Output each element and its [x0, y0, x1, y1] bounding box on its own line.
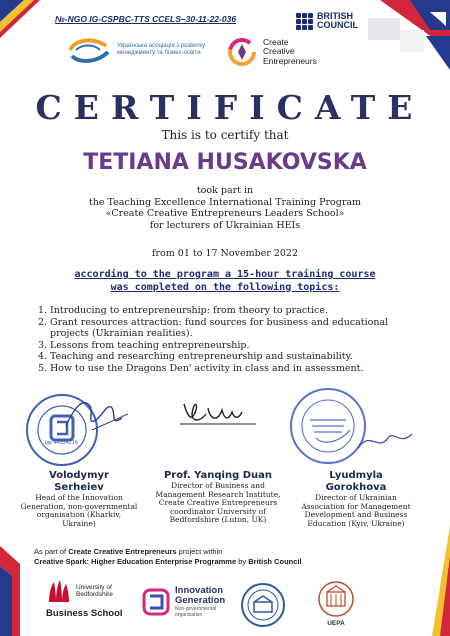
british-council-logo — [296, 12, 358, 30]
signatory-middle — [150, 470, 286, 525]
signatory-role: Director of Ukrainian Association for Management Development and Business Education (Kyiv, Ukraine) — [301, 493, 411, 528]
create-creative-line2: Creative — [263, 46, 295, 57]
uepa-logo — [310, 580, 362, 627]
topic-item: 1. Introducing to entrepreneurship: from theory to practice. — [38, 305, 328, 316]
certificate-number: №-NGO IG-CSPBC-TTS CCELS–30-11-22-036 — [55, 14, 237, 24]
signature-right — [356, 426, 416, 456]
ukrainian-association-logo — [66, 36, 217, 64]
program-line: was completed on the following topics: — [110, 281, 340, 293]
topics-list — [38, 305, 398, 374]
certificate-title: CERTIFICATE — [35, 88, 425, 127]
program-line: according to the program a 15-hour training course — [74, 269, 376, 280]
british-council-line1: BRITISH — [317, 11, 353, 21]
association-round-logo — [240, 582, 286, 628]
create-creative-logo — [226, 36, 317, 68]
topic-item: 4. Teaching and researching entrepreneurship and sustainability. — [38, 351, 353, 362]
innovation-generation-logo: Innovation Generation Non-governmental organisation — [142, 586, 225, 618]
project-footer-text: As part of Create Creative Entrepreneurs project within Creative Spark: Higher Education Enterprise Programme by British Council — [34, 547, 302, 566]
signature-middle — [178, 396, 258, 432]
project-name: Create Creative Entrepreneurs — [68, 547, 177, 556]
programme-name: Creative Spark: Higher Education Enterprise Programme — [34, 557, 237, 566]
bedfordshire-emblem-icon — [46, 578, 72, 604]
signatory-left — [20, 470, 138, 528]
british-council-line2: COUNCIL — [317, 20, 358, 30]
body-line: for lecturers of Ukrainian HEIs — [149, 219, 301, 231]
bottom-right-stripes — [410, 526, 450, 636]
body-line: took part in — [196, 185, 254, 196]
certify-line: This is to certify that — [161, 128, 289, 142]
business-school-label: Business School — [46, 608, 123, 619]
british-council-dots-icon — [296, 13, 313, 30]
stamp-code: ідк 44534216 — [45, 440, 78, 446]
innovation-generation-emblem-icon — [142, 588, 170, 616]
signatory-name: Volodymyr Serheiev — [49, 470, 109, 493]
organisation-name: British Council — [248, 557, 302, 566]
recipient-name: TETIANA HUSAKOVSKA — [83, 150, 367, 175]
body-line: «Create Creative Entrepreneurs Leaders School» — [105, 208, 345, 219]
body-line: the Teaching Excellence International Training Program — [88, 196, 362, 208]
top-left-stripes — [0, 0, 60, 40]
training-dates: from 01 to 17 November 2022 — [151, 248, 299, 259]
uepa-label: UEPA — [327, 620, 345, 627]
signatory-role: Head of the Innovation Generation, non-governmental organisation (Kharkiv, Ukraine) — [20, 493, 138, 528]
program-statement — [0, 269, 450, 294]
create-creative-line3: Entrepreneurs — [263, 55, 317, 66]
bedfordshire-logo: University of Bedfordshire Business School — [46, 578, 136, 619]
signatory-right — [296, 470, 416, 528]
signatory-name: Lyudmyla Gorokhova — [325, 470, 387, 493]
create-creative-emblem-icon — [226, 36, 258, 68]
create-creative-line1: Create — [263, 36, 289, 47]
topic-item: 2. Grant resources attraction: fund sources for business and educational projects (Ukrainian realities). — [38, 316, 389, 339]
association-emblem-icon — [66, 36, 112, 64]
topic-item: 3. Lessons from teaching entrepreneurship. — [38, 339, 250, 351]
signatory-name: Prof. Yanqing Duan — [163, 470, 273, 481]
uepa-emblem-icon — [314, 580, 358, 618]
topic-item: 5. How to use the Dragons Den' activity in class and in assessment. — [38, 362, 364, 374]
top-right-pattern — [360, 0, 450, 70]
signature-left — [62, 396, 132, 436]
participation-text — [0, 185, 450, 231]
signatory-role: Director of Business and Management Research Institute, Create Creative Entrepreneurs coordinator University of Bedfordshire (Luton, UK) — [155, 481, 281, 524]
association-logo-text: Українська асоціація з розвитку менеджменту та бізнес-освіти — [117, 43, 205, 56]
